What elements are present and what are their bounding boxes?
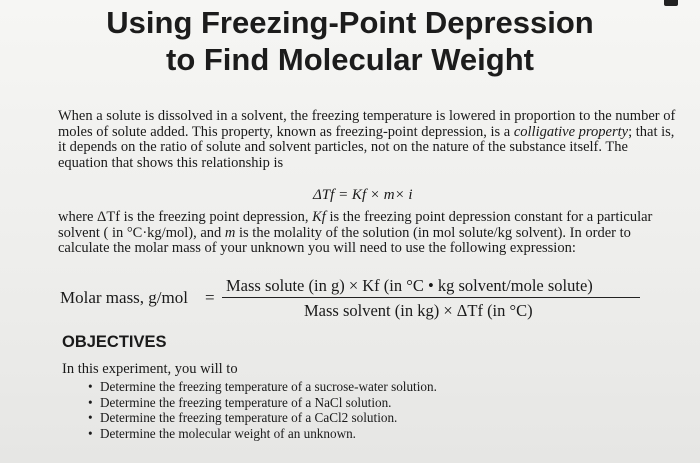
intro-text-b: ; that is, it depends on the ratio of solute and solvent particles, not on the nature of the substance itself. The equation that shows this relationship is	[58, 123, 675, 171]
title-line-2: to Find Molecular Weight	[166, 42, 534, 77]
definitions-text-a: where ΔTf is the freezing point depression,	[58, 209, 313, 225]
equals-sign: =	[205, 288, 215, 307]
bullet-icon: •	[88, 394, 93, 410]
intro-text-a: When a solute is dissolved in a solvent, the freezing temperature is lowered in proportion to the number of moles of solute added. This property, known as freezing-point depression, is a	[58, 108, 676, 140]
objectives-intro: In this experiment, you will to	[62, 361, 238, 377]
bullet-icon: •	[88, 379, 93, 394]
definitions-text-b: is the freezing point depression constant for a particular solvent ( in °C·kg/mol), and	[58, 209, 653, 241]
list-item	[88, 395, 437, 411]
formula-numerator: Mass solute (in g) × Kf (in °C • kg solvent/mole solute)	[226, 276, 593, 295]
title-line-1: Using Freezing-Point Depression	[106, 5, 594, 40]
freezing-point-equation: ΔTf = Kf × m× i	[313, 187, 413, 203]
definitions-paragraph	[58, 210, 678, 257]
objectives-list	[88, 379, 437, 441]
formula-denominator: Mass solvent (in kg) × ΔTf (in °C)	[304, 301, 533, 320]
intro-paragraph	[58, 109, 678, 171]
definitions-text-c: is the molality of the solution (in mol solute/kg solvent). In order to calculate the molar mass of your unknown you will need to use the following expression:	[58, 224, 631, 256]
fraction-bar	[222, 297, 640, 298]
bullet-icon: •	[88, 425, 93, 441]
list-item	[88, 426, 437, 442]
objective-text: Determine the freezing temperature of a CaCl2 solution.	[100, 410, 398, 425]
objective-text: Determine the molecular weight of an unknown.	[100, 425, 356, 441]
objectives-heading: OBJECTIVES	[62, 333, 167, 351]
list-item	[88, 379, 437, 395]
molar-mass-label: Molar mass, g/mol	[60, 288, 188, 307]
kf-symbol: Kf	[312, 209, 326, 225]
bullet-icon: •	[88, 410, 93, 425]
list-item	[88, 410, 437, 426]
objective-text: Determine the freezing temperature of a NaCl solution.	[100, 394, 392, 410]
objective-text: Determine the freezing temperature of a sucrose-water solution.	[100, 379, 437, 394]
colligative-term: colligative property	[513, 123, 629, 140]
m-symbol: m	[224, 224, 236, 241]
